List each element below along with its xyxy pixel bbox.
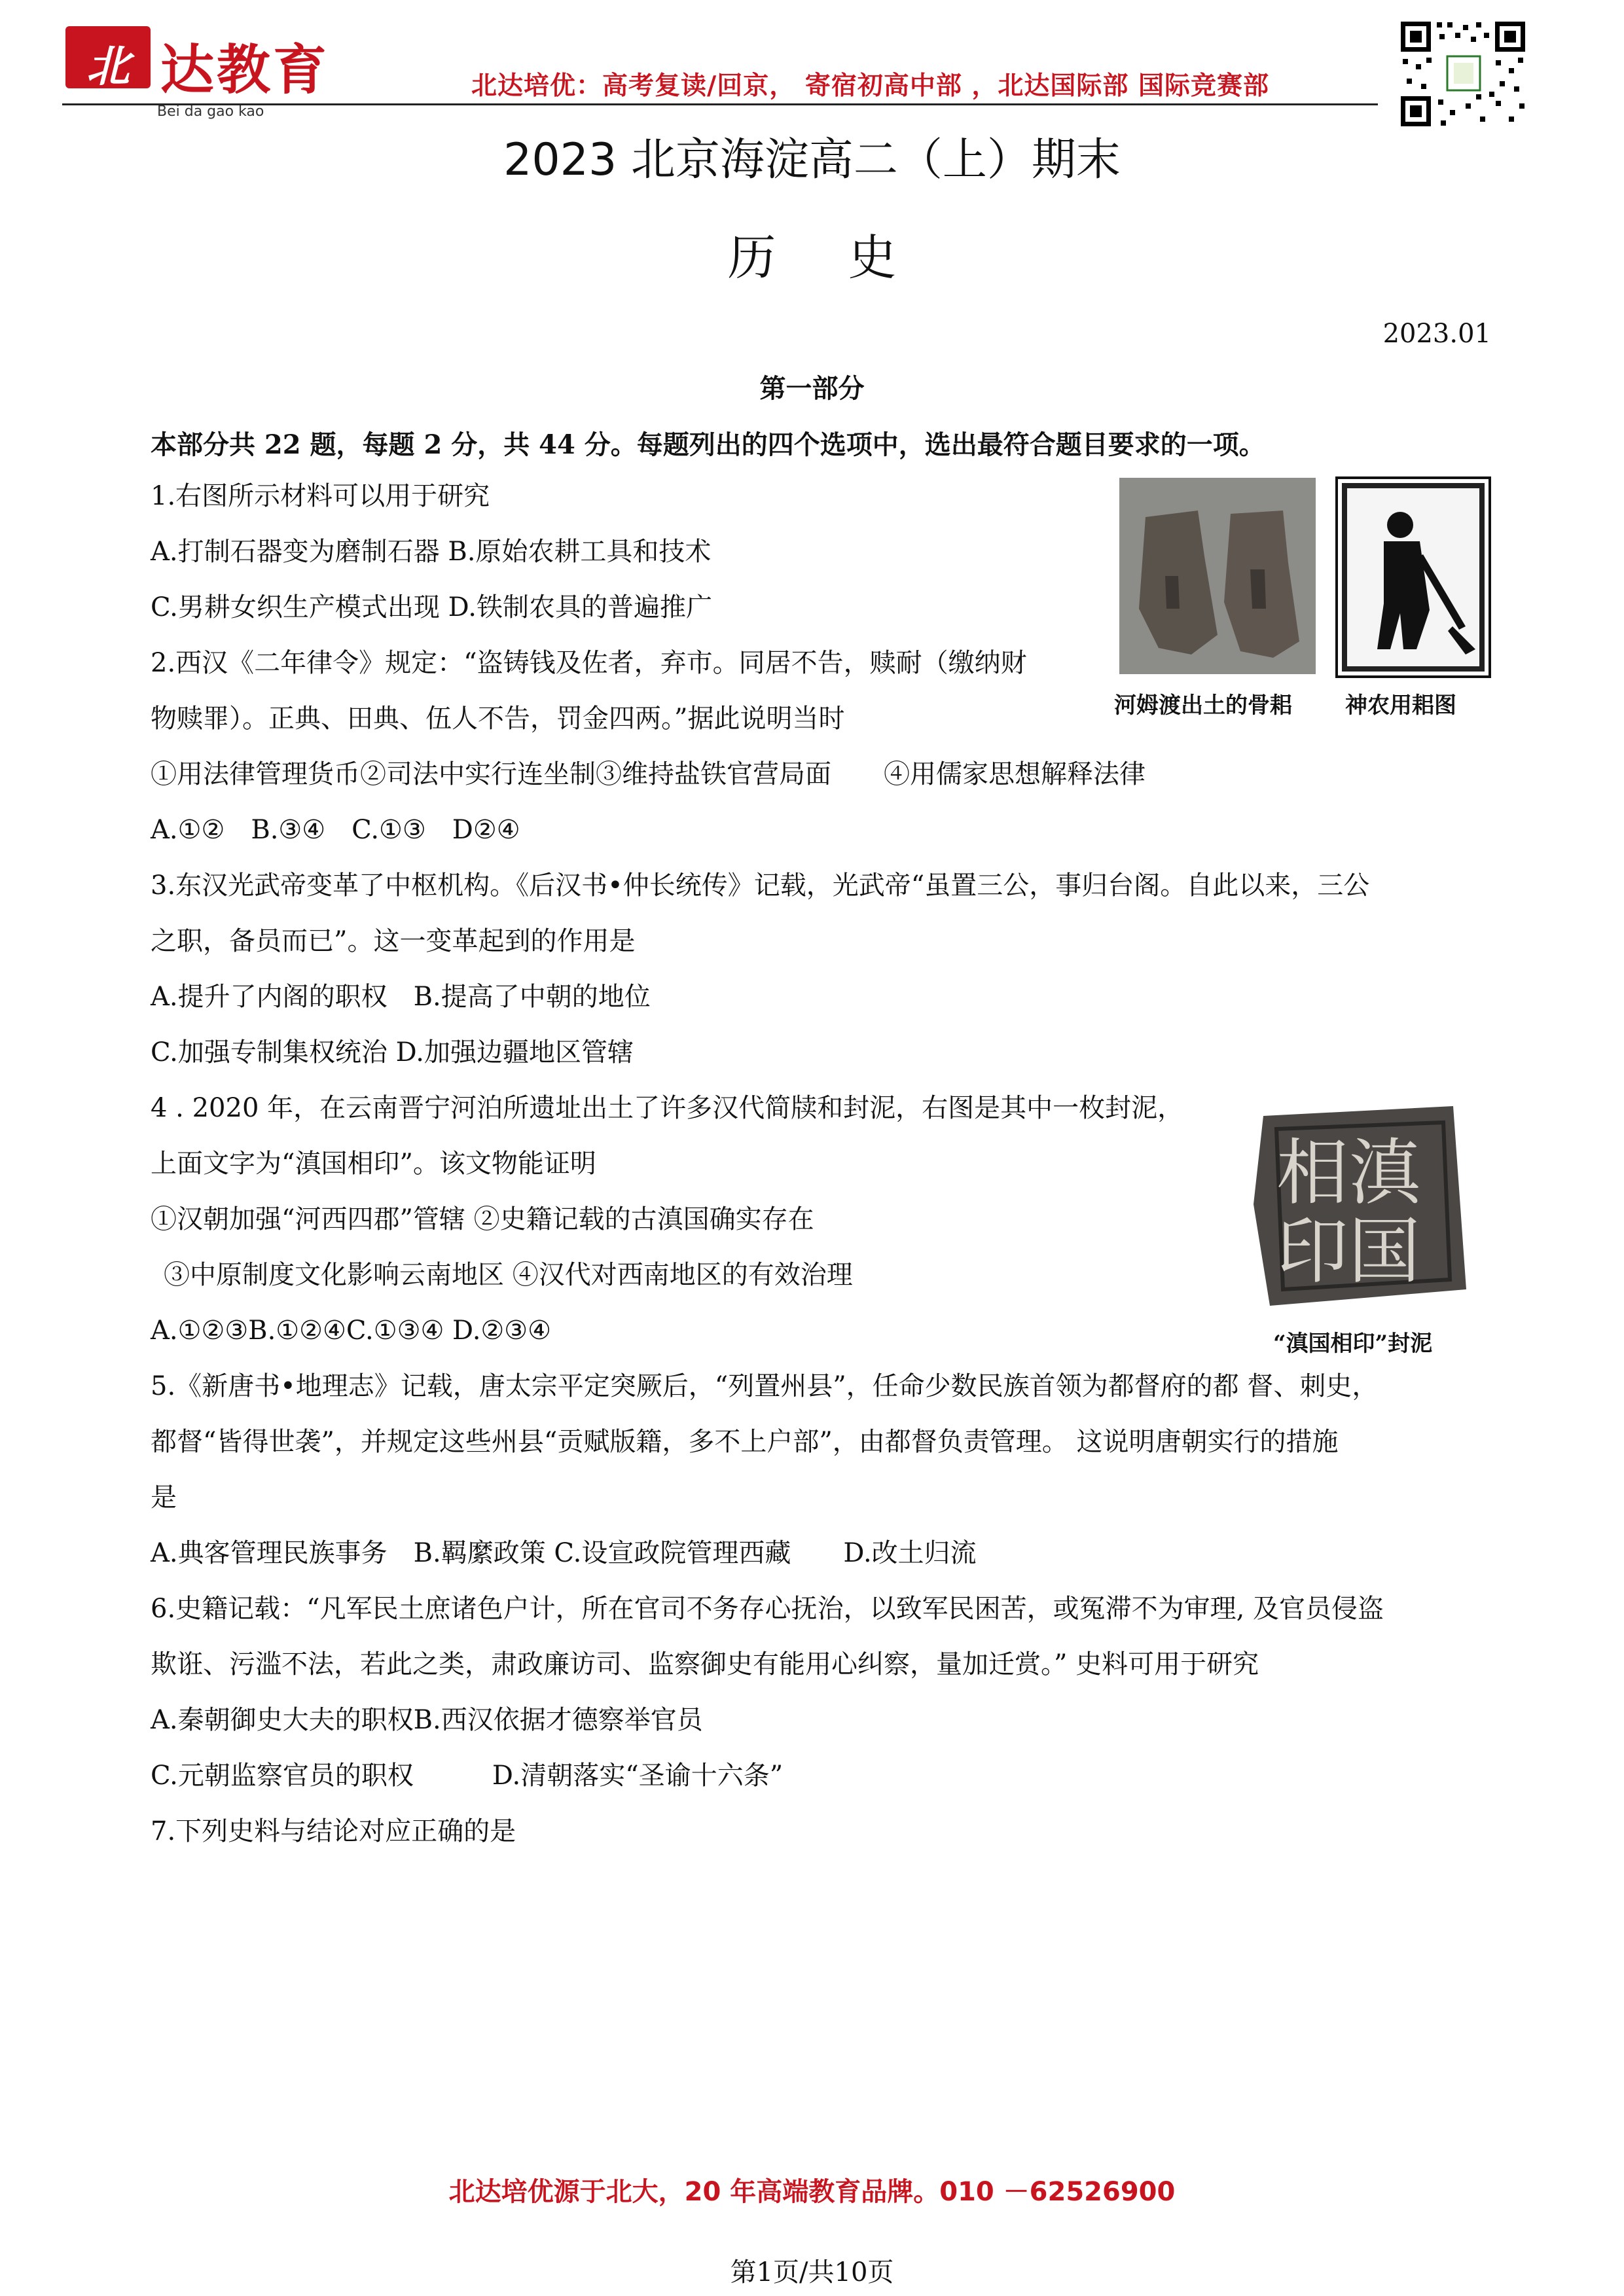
question-5-stem-line-3: 是 bbox=[151, 1482, 177, 1513]
question-2-stem-line-1: 2.西汉《二年律令》规定：“盗铸钱及佐者，弃市。同居不告，赎耐（缴纳财 bbox=[151, 648, 1027, 678]
question-5-stem-line-1: 5.《新唐书•地理志》记载，唐太宗平定突厥后，“列置州县”，任命少数民族首领为都督府的都 督、刺史， bbox=[151, 1371, 1379, 1401]
seal-char-yin: 印 bbox=[1276, 1210, 1348, 1293]
question-4-items-2: ③中原制度文化影响云南地区 ④汉代对西南地区的有效治理 bbox=[164, 1260, 853, 1290]
question-7-stem: 7.下列史料与结论对应正确的是 bbox=[151, 1816, 516, 1846]
header-slogan: 北达培优：高考复读/回京， 寄宿初高中部 ，北达国际部 国际竞赛部 bbox=[471, 71, 1269, 101]
exam-title: 2023 北京海淀高二（上）期末 bbox=[503, 134, 1121, 186]
figure-1-caption-right: 神农用耜图 bbox=[1345, 692, 1456, 719]
exam-date: 2023.01 bbox=[1382, 319, 1491, 349]
question-6-options-cd: C.元朝监察官员的职权 D.清朝落实“圣谕十六条” bbox=[151, 1761, 784, 1791]
question-3-stem-line-2: 之职，备员而已”。这一变革起到的作用是 bbox=[151, 926, 636, 956]
instructions: 本部分共 22 题，每题 2 分，共 44 分。每题列出的四个选项中，选出最符合题目要求的一项。 bbox=[151, 429, 1265, 460]
question-5-options: A.典客管理民族事务 B.羁縻政策 C.设宣政院管理西藏 D.改土归流 bbox=[151, 1538, 977, 1568]
page-number: 第1页/共10页 bbox=[730, 2257, 894, 2287]
figure-1-caption-left: 河姆渡出土的骨耜 bbox=[1114, 692, 1292, 719]
logo-text: 达教育 bbox=[160, 39, 330, 101]
dian-seal-clay-photo bbox=[1250, 1100, 1470, 1309]
logo-pinyin: Bei da gao kao bbox=[157, 103, 264, 120]
question-2-stem-line-2: 物赎罪）。正典、田典、伍人不告，罚金四两。”据此说明当时 bbox=[151, 704, 845, 734]
question-4-items-1: ①汉朝加强“河西四郡”管辖 ②史籍记载的古滇国确实存在 bbox=[151, 1204, 814, 1234]
question-5-stem-line-2: 都督“皆得世袭”，并规定这些州县“贡赋版籍，多不上户部”，由都督负责管理。 这说明唐朝实行的措施 bbox=[151, 1427, 1339, 1457]
question-4-options: A.①②③B.①②④C.①③④ D.②③④ bbox=[151, 1316, 551, 1346]
bone-spade-photo bbox=[1119, 478, 1316, 674]
subject-title: 历史 bbox=[727, 230, 969, 286]
qr-code-icon bbox=[1398, 18, 1528, 130]
question-1-options-cd: C.男耕女织生产模式出现 D.铁制农具的普遍推广 bbox=[151, 592, 712, 622]
question-3-options-ab: A.提升了内阁的职权 B.提高了中朝的地位 bbox=[151, 982, 651, 1012]
section-heading: 第一部分 bbox=[759, 373, 865, 404]
question-2-options: A.①② B.③④ C.①③ D②④ bbox=[151, 815, 520, 845]
logo-mark: 北 bbox=[65, 26, 151, 88]
shennong-plowing-drawing bbox=[1335, 476, 1491, 678]
seal-char-dian: 滇 bbox=[1348, 1131, 1420, 1215]
question-4-stem-line-1: 4 . 2020 年，在云南晋宁河泊所遗址出土了许多汉代简牍和封泥，右图是其中一枚封泥， bbox=[151, 1093, 1184, 1123]
question-6-stem-line-1: 6.史籍记载：“凡军民土庶诸色户计，所在官司不务存心抚治，以致军民困苦，或冤滞不为审理, 及官员侵盗 bbox=[151, 1594, 1384, 1624]
question-3-options-cd: C.加强专制集权统治 D.加强边疆地区管辖 bbox=[151, 1037, 634, 1067]
question-1-options-ab: A.打制石器变为磨制石器 B.原始农耕工具和技术 bbox=[151, 537, 712, 567]
header-divider bbox=[62, 103, 1378, 105]
brand-logo bbox=[65, 26, 406, 120]
question-6-options-ab: A.秦朝御史大夫的职权B.西汉依据才德察举官员 bbox=[151, 1705, 703, 1735]
seal-char-xiang: 相 bbox=[1276, 1131, 1348, 1215]
seal-char-guo: 国 bbox=[1348, 1210, 1420, 1293]
question-4-stem-line-2: 上面文字为“滇国相印”。该文物能证明 bbox=[151, 1149, 596, 1179]
question-6-stem-line-2: 欺诳、污滥不法，若此之类，肃政廉访司、监察御史有能用心纠察，量加迁赏。” 史料可用于研究 bbox=[151, 1649, 1259, 1679]
question-1-stem: 1.右图所示材料可以用于研究 bbox=[151, 481, 490, 511]
figure-4-caption: “滇国相印”封泥 bbox=[1273, 1331, 1433, 1357]
footer-slogan: 北达培优源于北大，20 年高端教育品牌。010 －62526900 bbox=[448, 2177, 1176, 2207]
question-2-items: ①用法律管理货币②司法中实行连坐制③维持盐铁官营局面 ④用儒家思想解释法律 bbox=[151, 759, 1146, 789]
question-3-stem-line-1: 3.东汉光武帝变革了中枢机构。《后汉书•仲长统传》记载，光武帝“虽置三公，事归台阁。自此以来，三公 bbox=[151, 870, 1370, 901]
